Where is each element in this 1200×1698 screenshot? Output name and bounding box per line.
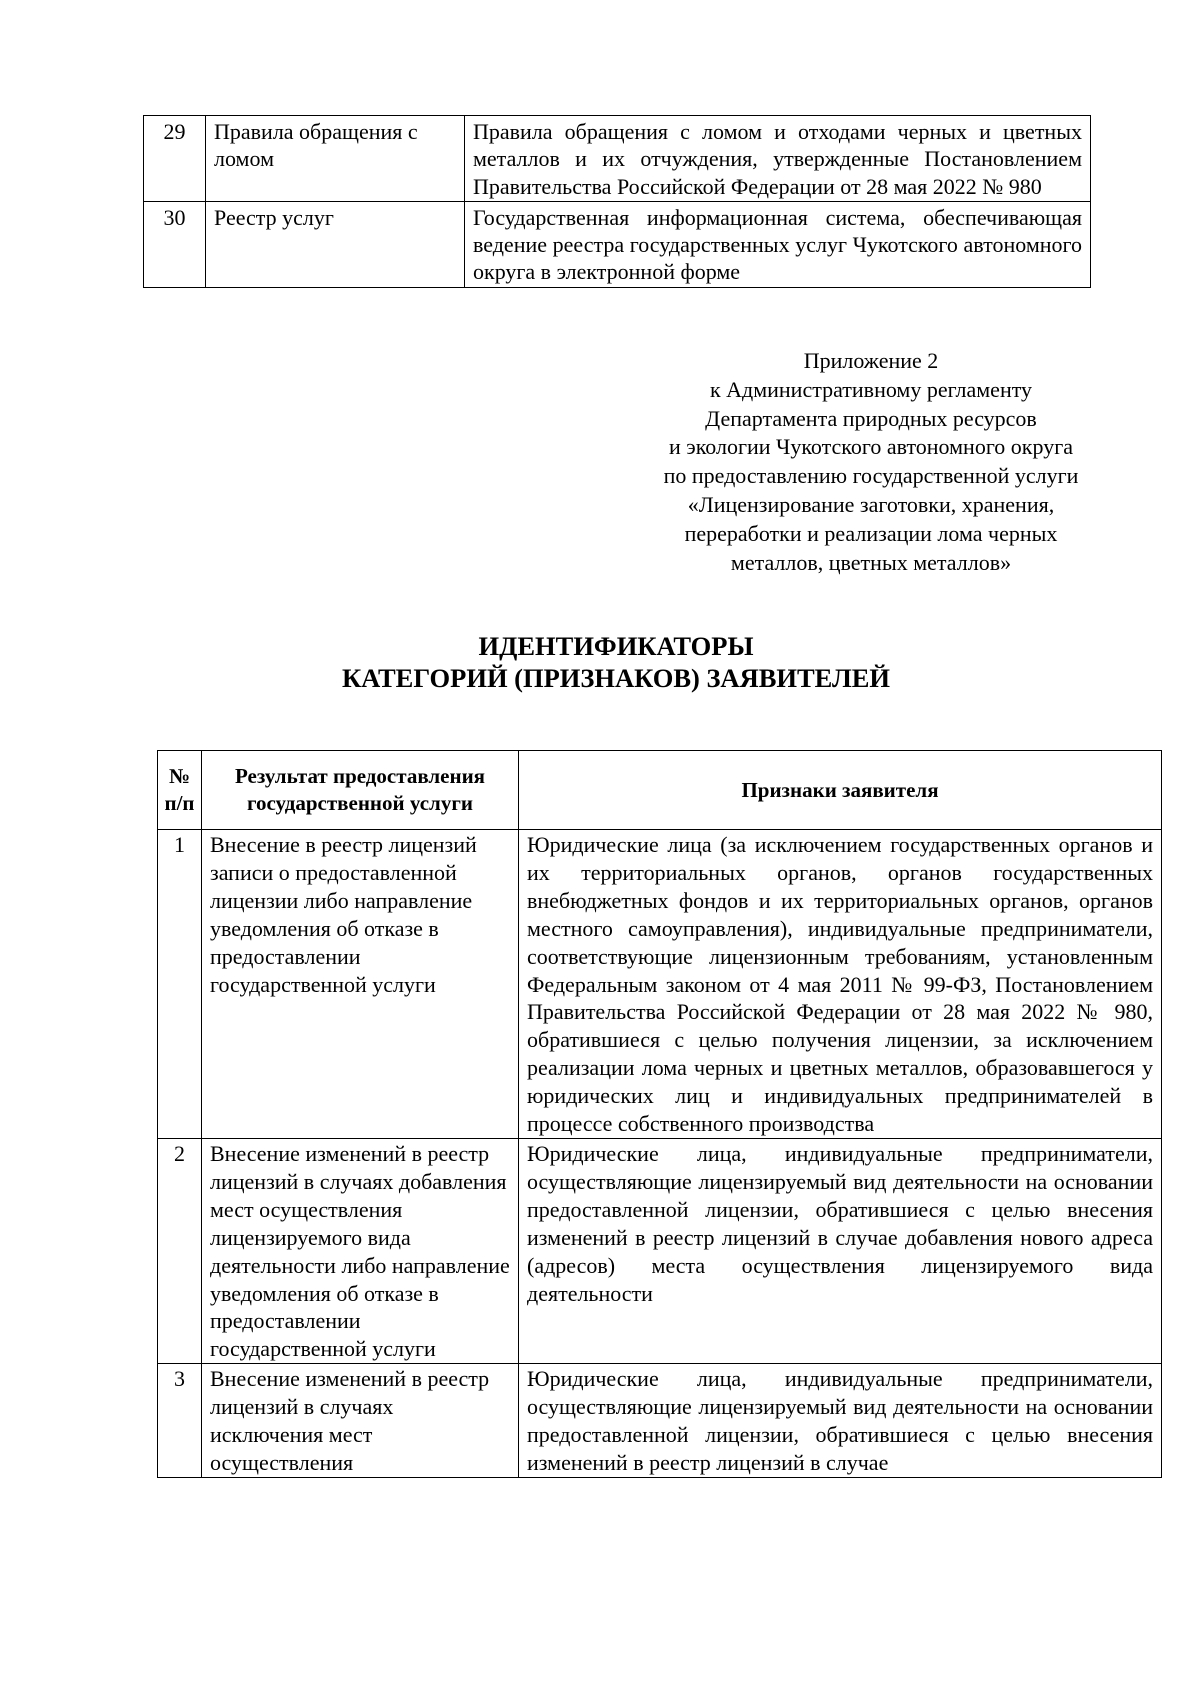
document-title: [0, 630, 1200, 694]
header-number-abbrev: п/п: [164, 791, 195, 815]
header-result: Результат предоставления государственной услуги: [202, 751, 519, 830]
annex-header: [600, 347, 1142, 577]
table-header-row: [158, 751, 1162, 830]
terms-table: [143, 115, 1091, 288]
header-signs: Признаки заявителя: [519, 751, 1162, 830]
row-number: 1: [158, 830, 202, 1139]
term-cell: Реестр услуг: [206, 201, 465, 287]
signs-cell: Юридические лица, индивидуальные предприниматели, осуществляющие лицензируемый вид деятельности на основании предоставленной лицензии, обратившиеся с целью внесения изменений в реестр лицензий в случае: [519, 1364, 1162, 1478]
table-row: [158, 1138, 1162, 1363]
result-cell: Внесение изменений в реестр лицензий в случаях добавления мест осуществления лицензируемого вида деятельности либо направление уведомления об отказе в предоставлении государственной услуги: [202, 1138, 519, 1363]
annex-line: Приложение 2: [803, 348, 939, 373]
row-number: 2: [158, 1138, 202, 1363]
definition-cell: Государственная информационная система, обеспечивающая ведение реестра государственных услуг Чукотского автономного округа в электронной форме: [465, 201, 1091, 287]
title-line: ИДЕНТИФИКАТОРЫ: [478, 631, 754, 661]
row-number: 30: [144, 201, 206, 287]
term-cell: Правила обращения с ломом: [206, 116, 465, 202]
table-row: [144, 201, 1091, 287]
header-number-symbol: №: [168, 764, 191, 788]
identifiers-table: [157, 750, 1162, 1478]
definition-cell: Правила обращения с ломом и отходами черных и цветных металлов и их отчуждения, утвержденные Постановлением Правительства Российской Федерации от 28 мая 2022 № 980: [465, 116, 1091, 202]
result-cell: Внесение изменений в реестр лицензий в случаях исключения мест осуществления: [202, 1364, 519, 1478]
header-number: [158, 751, 202, 830]
annex-line: к Административному регламенту: [709, 376, 1033, 402]
table-row: [144, 116, 1091, 202]
signs-cell: Юридические лица (за исключением государственных органов и их территориальных органов, органов государственных внебюджетных фондов и их территориальных органов, органов местного самоуправления), индивидуальные предприниматели, соответствующие лицензионным требованиям, установленным Федеральным законом от 4 мая 2011 № 99-ФЗ, Постановлением Правительства Российской Федерации от 28 мая 2022 № 980, обратившиеся с целью получения лицензии, за исключением реализации лома черных и цветных металлов, образовавшегося у юридических лиц и индивидуальных предпринимателей в процессе собственного производства: [519, 830, 1162, 1139]
row-number: 29: [144, 116, 206, 202]
result-cell: Внесение в реестр лицензий записи о предоставленной лицензии либо направление уведомления об отказе в предоставлении государственной услуги: [202, 830, 519, 1139]
table-row: [158, 830, 1162, 1139]
row-number: 3: [158, 1364, 202, 1478]
annex-line: Департамента природных ресурсов: [705, 405, 1037, 431]
annex-line: «Лицензирование заготовки, хранения,: [687, 491, 1055, 517]
annex-line: по предоставлению государственной услуги: [663, 463, 1079, 489]
signs-cell: Юридические лица, индивидуальные предприниматели, осуществляющие лицензируемый вид деятельности на основании предоставленной лицензии, обратившиеся с целью внесения изменений в реестр лицензий в случае добавления нового адреса (адресов) места осуществления лицензируемого вида деятельности: [519, 1138, 1162, 1363]
annex-line: переработки и реализации лома черных: [684, 520, 1058, 546]
table-row: [158, 1364, 1162, 1478]
annex-line: и экологии Чукотского автономного округа: [669, 434, 1073, 460]
annex-line: металлов, цветных металлов»: [730, 549, 1012, 575]
title-line: КАТЕГОРИЙ (ПРИЗНАКОВ) ЗАЯВИТЕЛЕЙ: [341, 663, 891, 693]
